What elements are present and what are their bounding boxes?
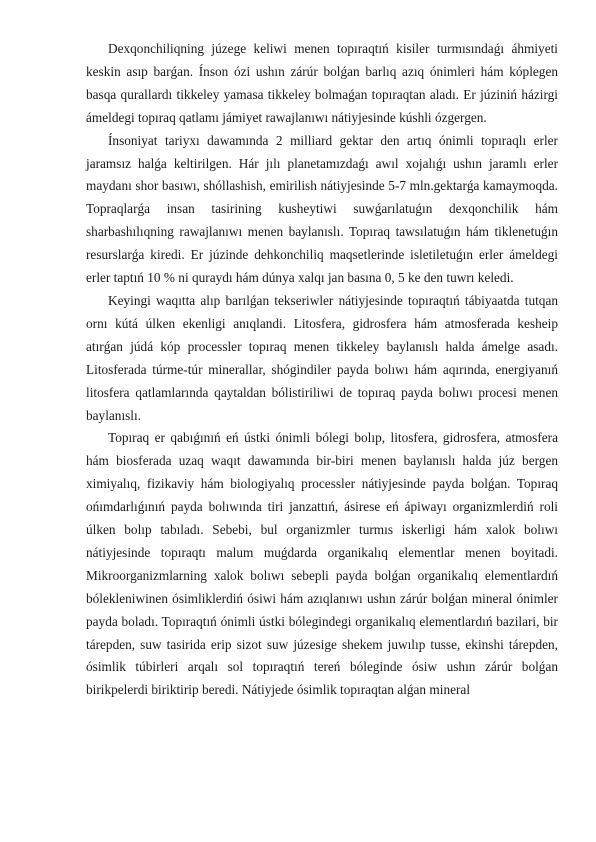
paragraph-3: Keyingi waqıtta alıp barılǵan tekseriwler nátiyjesinde topıraqtıń tábiyaatda tutqan ornı kútá úlken ekenligi anıqlandi. Litosfera, gidrosfera hám atmosferada kesheip atırǵan júdá kóp processler topıraq menen tikkeley baylanıslı halda ámelge asadı. Litosferada túrme-túr minerallar, shógindiler payda bolıwı hám aqırında, energiyanıń litosfera qatlamlarında qaytaldan bólistiriliwi de topıraq payda bolıwı procesi menen baylanıslı. xyxy=(86,292,558,423)
document-body xyxy=(86,38,558,702)
paragraph-4: Topıraq er qabıǵınıń eń ústki ónimli bólegi bolıp, litosfera, gidrosfera, atmosfera hám biosferada uzaq waqıt dawamında bir-biri menen baylanıslı halda júz bergen ximiyalıq, fizikaviy hám biologiyalıq processler nátiyjesinde payda bolǵan. Topıraq ońımdarlıǵınıń payda bolıwında tiri janzattıń, ásirese eń ápiwayı organizmlerdiń roli úlken bolıp tabıladı. Sebebi, bul organizmler turmıs iskerligi hám xalok bolıwı nátiyjesinde topıraqtı malum muǵdarda organikalıq elementlar menen boyitadi. Mikroorganizmlarning xalok bolıwı sebepli payda bolǵan organikalıq elementlardıń bólekleniwinen ósimliklerdiń ósiwi hám azıqlanıwı ushın zárúr bolǵan mineral ónimler payda boladı. Topıraqtıń ónimli ústki bólegindegi organikalıq elementlardıń bazilari, bir tárepden, suw tasirida erip sizot suw júzesige shekem juwılıp tusse, ekinshi tárepden, ósimlik túbirleri arqalı sol topıraqtıń tereń bóleginde ósiw ushın zárúr bolǵan birikpelerdi biriktirip beredi. Nátiyjede ósimlik topıraqtan alǵan mineral xyxy=(86,430,558,698)
paragraph-1: Dexqonchiliqning júzege keliwi menen topıraqtıń kisiler turmısındaǵı áhmiyeti keskin asıp barǵan. Ínson ózi ushın zárúr bolǵan barlıq azıq ónimleri hám kóplegen basqa qurallardı tikkeley yamasa tikkeley bolmaǵan topıraqtan aladı. Er júziniń házirgi ámeldegi topıraq qatlamı jámiyet rawajlanıwı nátiyjesinde kúshli ózgergen. xyxy=(86,41,558,125)
paragraph-2: Ínsoniyat tariyxı dawamında 2 milliard gektar den artıq ónimli topıraqlı erler jaramsız halǵa keltirilgen. Hár jılı planetamızdaǵı awıl xojalıǵı ushın jaramlı erler maydanı shor basıwı, shóllashish, emirilish nátiyjesinde 5-7 mln.gektarǵa kamaymoqda. Topraqlarǵa insan tasirining kusheytiwi suwǵarılatuǵın dexqonchilik hám sharbashılıqning rawajlanıwı menen baylanıslı. Topıraq tawsılatuǵın hám tiklenetuǵın resurslarǵa kiredi. Er júzinde dehkonchiliq maqsetlerinde isletiletuǵın erler ámeldegi erler taptıń 10 % ni quraydı hám dúnya xalqı jan basına 0, 5 ke den tuwrı keledi. xyxy=(86,132,558,286)
